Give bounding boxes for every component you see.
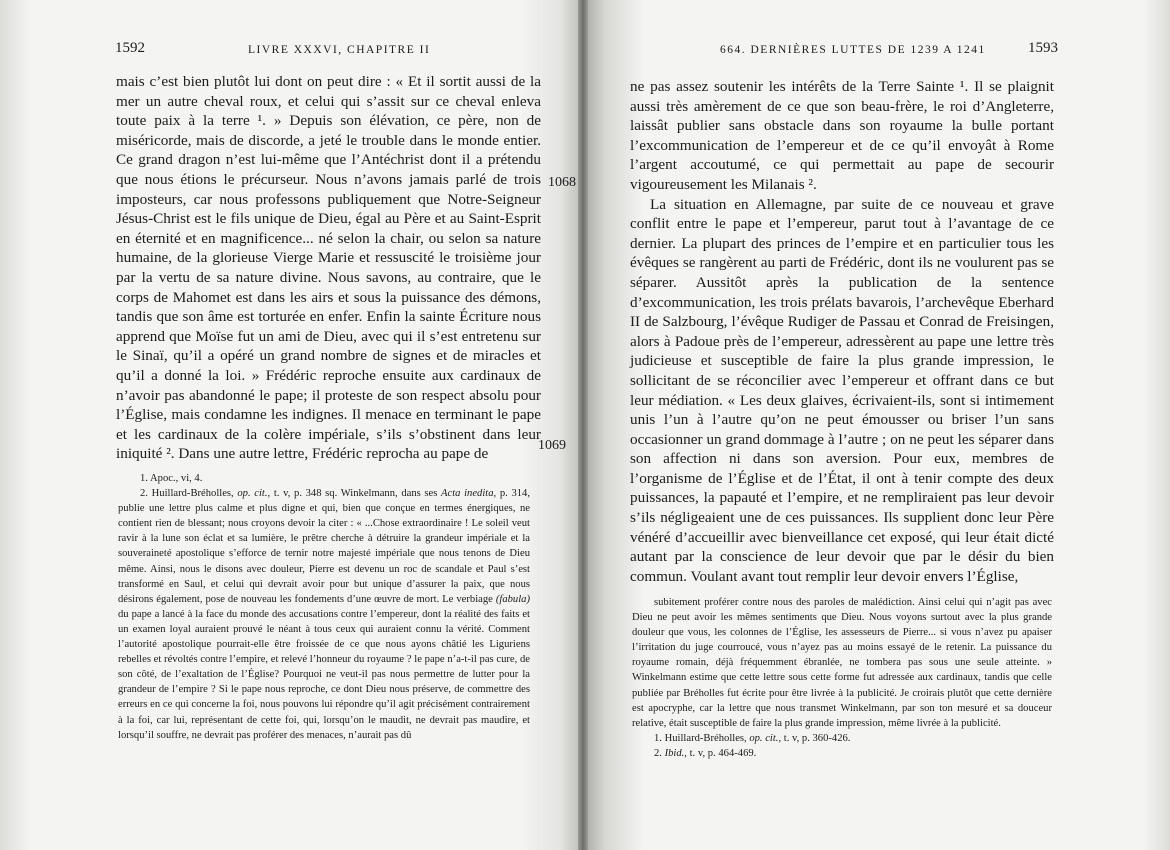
footnote-text: du pape a lancé à la face du monde des accusations contre l’empereur, dont la réalité des faits et un examen loyal auraient prouvé le néant à tous ceux qui auraient connu la vérité. Comment l’autorité apostolique pourrait-elle être froissée de ce que nous ayons châtié les Liguriens rebelles et révoltés contre l’empire, et relevé l’honneur du royaume ? le pape n’a-t-il pas cure, de son côté, de l’exaltation de l’Église? Pourquoi ne veut-il pas nous permettre de lutter pour la grandeur de l’empire ? Si le pape nous reproche, ce dont Dieu nous préserve, de commettre des erreurs en ce qui concerne la foi, nous pouvons lui répondre qu’il agit précisément contrairement à la foi, car lui, représentant de cette foi, qui, lorsqu’on le maudit, ne devrait pas maudire, et lorsqu’il souffre, ne devrait pas proférer des menaces, n’aurait pas dû [118,608,530,741]
footnote-citation: op. cit., [237,488,271,500]
footnote-title: Acta inedita, [441,488,497,500]
body-paragraph: ne pas assez soutenir les intérêts de la Terre Sainte ¹. Il se plaignit aussi très amèrement de ce que son beau-frère, le roi d’Angleterre, laissât publier sans obstacle dans son royaume la bulle portant l’excommunication de l’empereur et de ce qu’il envoyât à Rome l’argent accoutumé, ce qui permettait au pape de secourir vigoureusement les Milanais ². [630,78,1054,193]
footnote-text: t. v, p. 348 sq. Winkelmann, dans ses [270,488,442,500]
footnote-continuation: subitement proférer contre nous des paroles de malédiction. Ainsi celui qui n’agit pas avec Dieu ne peut avoir les mêmes sentiments que Dieu. Nous voyons surtout avec la plus grande douleur que vous, les colonnes de l’Église, les assesseurs de Pierre... si vous n’avez pu apaiser l’irritation du juge courroucé, vous n’ayez pas au moins essayé de le retenir. La puissance du royaume romain, déjà fréquemment ébranlée, ne tombera pas sous une seule atteinte. » Winkelmann estime que cette lettre sous cette forme fut adressée aux cardinaux, tandis que celle publiée par Bréholles fut écrite pour être livrée à la publicité. Je croirais plutôt que cette dernière est apocryphe, car la lettre que nous transmet Winkelmann, par son ton mesuré et sa douceur relative, était susceptible de faire la plus grande impression, même livrée à la publicité. [632,597,1052,729]
page-number: 1593 [1028,40,1058,56]
book-gutter [578,0,588,850]
footnote-2 [632,746,1052,761]
running-head: LIVRE XXXVI, CHAPITRE II [248,44,431,56]
footnote-2 [118,486,530,743]
footnote-text: t. v, p. 464-469. [686,747,757,759]
footnote-text: t. v, p. 360-426. [781,732,851,744]
page-number: 1592 [115,40,145,56]
footnote-number: 2. [654,747,665,759]
main-text [630,77,1054,586]
right-page [584,0,1170,850]
footnote-author: Huillard-Bréholles, [151,488,238,500]
footnote-citation: op. cit., [749,732,782,744]
footnote-text: 1. Huillard-Bréholles, [654,732,750,744]
main-text [116,72,541,464]
footnote-text: p. 314, publie une lettre plus calme et plus digne et qui, bien que conçue en termes énergiques, ne contient rien de blessant; nous croyons devoir la citer : « ...Chose extraordinaire ! Le soleil veut ravir à la lune son éclat et sa lumière, le prêtre cherche à détruire la grandeur impériale et la souveraineté apostolique s’efforce de ternir notre majesté impériale que nous tenons de Dieu même. Ainsi, nous le disons avec douleur, Pierre est devenu un roc de scandale et Paul s’est transformé en Saul, et celui qui devrait avoir pour but unique d’assurer la paix, que nous désirons également, pose de nouveau les fondements d’une œuvre de mort. Le verbiage [118,488,531,605]
running-head: 664. DERNIÈRES LUTTES DE 1239 A 1241 [720,44,986,56]
footnotes [632,595,1052,761]
footnote-number: 2. [140,488,152,500]
footnote-1: 1. Apoc., vi, 4. [140,473,203,484]
margin-number: 1069 [538,438,566,453]
footnote-citation: Ibid., [664,747,687,759]
footnotes [118,471,530,743]
footnote-term: (fabula) [495,593,530,605]
margin-number: 1068 [548,175,576,190]
footnote-1 [632,731,1052,746]
body-paragraph: mais c’est bien plutôt lui dont on peut dire : « Et il sortit aussi de la mer un autre cheval roux, et celui qui s’assit sur ce cheval enleva toute paix à la terre ¹. » Depuis son élévation, ce père, non de miséricorde, mais de discorde, a jeté le trouble dans le monde entier. Ce grand dragon n’est lui-même que l’Antéchrist dont il a prétendu que nous étions le précurseur. Nous n’avons jamais parlé de trois imposteurs, car nous professons publiquement que Notre-Seigneur Jésus-Christ est le fils unique de Dieu, égal au Père et au Saint-Esprit en éternité et en magnificence... né selon la chair, ou selon sa nature humaine, de la glorieuse Vierge Marie et ressuscité le troisième jour par la vertu de sa nature divine. Nous savons, au contraire, que le corps de Mahomet est dans les airs et sous la puissance des démons, tandis que son âme est torturée en enfer. Enfin la sainte Écriture nous apprend que Moïse fut un ami de Dieu, avec qui il s’est entretenu sur le Sinaï, qu’il a opéré un grand nombre de signes et de miracles et qu’il a donné la loi. » Frédéric reproche ensuite aux cardinaux de n’avoir pas abandonné le pape; il proteste de son respect absolu pour l’Église, mais condamne les indignes. Il menace en terminant le pape et les cardinaux de la colère impériale, s’ils s’obstinent dans leur iniquité ². Dans une autre lettre, Frédéric reprocha au pape de [116,73,541,463]
body-paragraph: La situation en Allemagne, par suite de ce nouveau et grave conflit entre le pape et l’empereur, parut tout à l’avantage de ce dernier. La plupart des princes de l’empire et en particulier tous les évêques se rangèrent au parti de Frédéric, dont ils ne voulurent pas se séparer. Aussitôt après la publication de la sentence d’excommunication, les trois prélats bavarois, l’archevêque Eberhard II de Salzbourg, l’évêque Rudiger de Passau et Conrad de Freisingen, alors à Padoue près de l’empereur, adressèrent au pape une lettre très judicieuse et susceptible de faire la plus grande impression, le sollicitant de se réconcilier avec l’empereur et offrant dans ce but leur médiation. « Les deux glaives, écrivaient-ils, sont si intimement unis l’un à l’autre qu’on ne peut émousser ou briser l’un sans occasionner un grand dommage à l’autre ; on ne peut les séparer dans son affection ni dans son aversion. Pour eux, membres de l’organisme de l’Église et de l’État, il ont à tenir compte des deux puissances, la papauté et l’empire, et ne rempliraient pas leur devoir s’ils négligeaient une de ces puissances. Ils supplient donc leur Père vénéré d’accueillir avec bienveillance cet exposé, qui leur était dicté autant par la conscience de leur devoir que par le désir du bien commun. Voulant avant tout remplir leur devoir envers l’Église, [630,195,1054,585]
left-page [0,0,584,850]
